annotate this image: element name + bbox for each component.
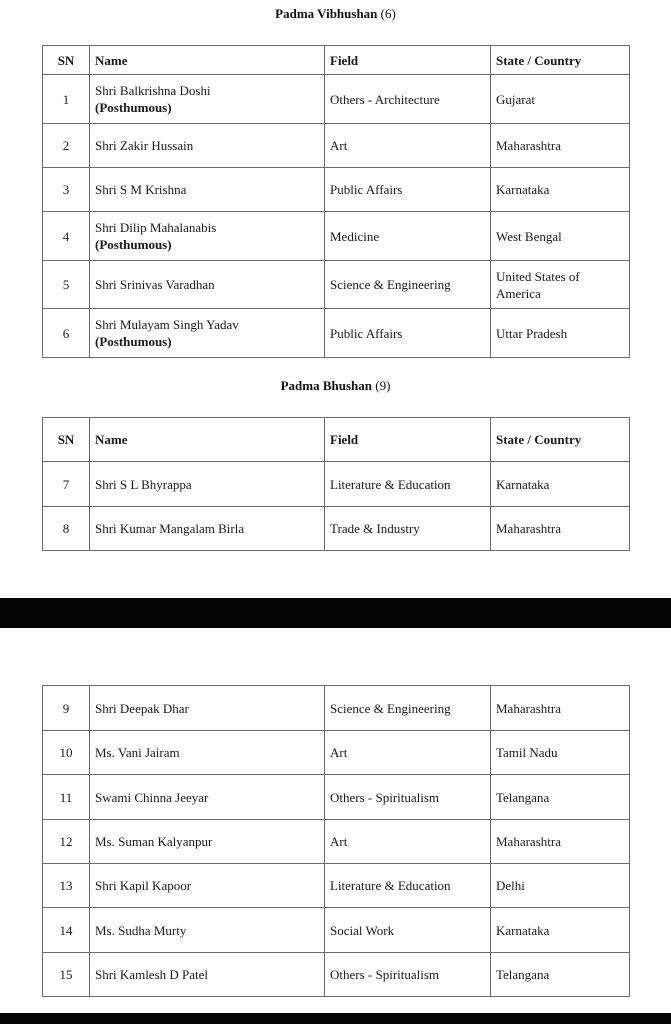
posthumous-note: (Posthumous) [95, 237, 172, 252]
header-state: State / Country [491, 46, 630, 75]
cell-state: Tamil Nadu [491, 731, 630, 775]
cell-state: Telangana [491, 953, 630, 997]
cell-state: Telangana [491, 775, 630, 820]
table-header-row [43, 418, 630, 462]
cell-state: Karnataka [491, 462, 630, 507]
cell-name: Shri Kapil Kapoor [90, 864, 325, 908]
padma-bhushan-heading [0, 378, 671, 394]
header-name: Name [90, 418, 325, 462]
cell-name: Ms. Sudha Murty [90, 908, 325, 953]
cell-name [90, 75, 325, 124]
cell-field: Science & Engineering [325, 686, 491, 731]
header-field: Field [325, 418, 491, 462]
cell-name: Shri Srinivas Varadhan [90, 261, 325, 309]
cell-name: Shri Kumar Mangalam Birla [90, 507, 325, 551]
cell-name: Ms. Vani Jairam [90, 731, 325, 775]
cell-sn: 6 [43, 309, 90, 358]
cell-field: Science & Engineering [325, 261, 491, 309]
cell-field: Social Work [325, 908, 491, 953]
name-text: Shri Mulayam Singh Yadav [95, 317, 239, 332]
table-row [43, 212, 630, 261]
cell-field: Public Affairs [325, 168, 491, 212]
table-header-row [43, 46, 630, 75]
cell-state: United States of America [491, 261, 630, 309]
header-sn: SN [43, 418, 90, 462]
table-row [43, 168, 630, 212]
cell-name: Shri S L Bhyrappa [90, 462, 325, 507]
cell-field: Literature & Education [325, 462, 491, 507]
cell-field: Trade & Industry [325, 507, 491, 551]
posthumous-note: (Posthumous) [95, 100, 172, 115]
table-row [43, 309, 630, 358]
cell-sn: 2 [43, 124, 90, 168]
padma-vibhushan-table [42, 45, 630, 358]
header-field: Field [325, 46, 491, 75]
cell-sn: 14 [43, 908, 90, 953]
table-row [43, 775, 630, 820]
cell-field: Literature & Education [325, 864, 491, 908]
cell-field: Others - Spiritualism [325, 775, 491, 820]
cell-state: Gujarat [491, 75, 630, 124]
cell-sn: 9 [43, 686, 90, 731]
cell-state: Karnataka [491, 908, 630, 953]
padma-bhushan-continued-table [42, 685, 630, 997]
cell-sn: 15 [43, 953, 90, 997]
table-row [43, 75, 630, 124]
table-row [43, 261, 630, 309]
cell-sn: 10 [43, 731, 90, 775]
cell-name: Shri Zakir Hussain [90, 124, 325, 168]
cell-field: Art [325, 731, 491, 775]
header-state: State / Country [491, 418, 630, 462]
cell-sn: 8 [43, 507, 90, 551]
cell-name [90, 212, 325, 261]
section-count: (9) [375, 378, 391, 393]
table-row [43, 820, 630, 864]
table-row [43, 731, 630, 775]
section-title: Padma Bhushan [280, 378, 372, 393]
cell-name: Ms. Suman Kalyanpur [90, 820, 325, 864]
padma-bhushan-table [42, 417, 630, 551]
cell-sn: 1 [43, 75, 90, 124]
cell-name: Swami Chinna Jeeyar [90, 775, 325, 820]
table-row [43, 686, 630, 731]
cell-sn: 3 [43, 168, 90, 212]
table-row [43, 507, 630, 551]
cell-name: Shri Deepak Dhar [90, 686, 325, 731]
padma-vibhushan-heading [0, 6, 671, 22]
cell-field: Public Affairs [325, 309, 491, 358]
cell-field: Art [325, 124, 491, 168]
cell-field: Medicine [325, 212, 491, 261]
section-title: Padma Vibhushan [275, 6, 378, 21]
cell-sn: 12 [43, 820, 90, 864]
cell-state: Uttar Pradesh [491, 309, 630, 358]
cell-state: Maharashtra [491, 124, 630, 168]
cell-field: Others - Architecture [325, 75, 491, 124]
cell-sn: 11 [43, 775, 90, 820]
cell-state: Maharashtra [491, 820, 630, 864]
cell-sn: 5 [43, 261, 90, 309]
header-sn: SN [43, 46, 90, 75]
name-text: Shri Balkrishna Doshi [95, 83, 211, 98]
cell-name: Shri Kamlesh D Patel [90, 953, 325, 997]
cell-field: Art [325, 820, 491, 864]
cell-state: West Bengal [491, 212, 630, 261]
cell-sn: 7 [43, 462, 90, 507]
cell-state: Karnataka [491, 168, 630, 212]
table-row [43, 462, 630, 507]
cell-state: Maharashtra [491, 686, 630, 731]
table-row [43, 124, 630, 168]
cell-sn: 13 [43, 864, 90, 908]
posthumous-note: (Posthumous) [95, 334, 172, 349]
cell-name [90, 309, 325, 358]
bottom-edge-band [0, 1013, 671, 1024]
cell-state: Maharashtra [491, 507, 630, 551]
cell-state: Delhi [491, 864, 630, 908]
name-text: Shri Dilip Mahalanabis [95, 220, 217, 235]
cell-sn: 4 [43, 212, 90, 261]
header-name: Name [90, 46, 325, 75]
page-separator-band [0, 598, 671, 628]
cell-name: Shri S M Krishna [90, 168, 325, 212]
section-count: (6) [380, 6, 396, 21]
table-row [43, 908, 630, 953]
table-row [43, 953, 630, 997]
table-row [43, 864, 630, 908]
cell-field: Others - Spiritualism [325, 953, 491, 997]
